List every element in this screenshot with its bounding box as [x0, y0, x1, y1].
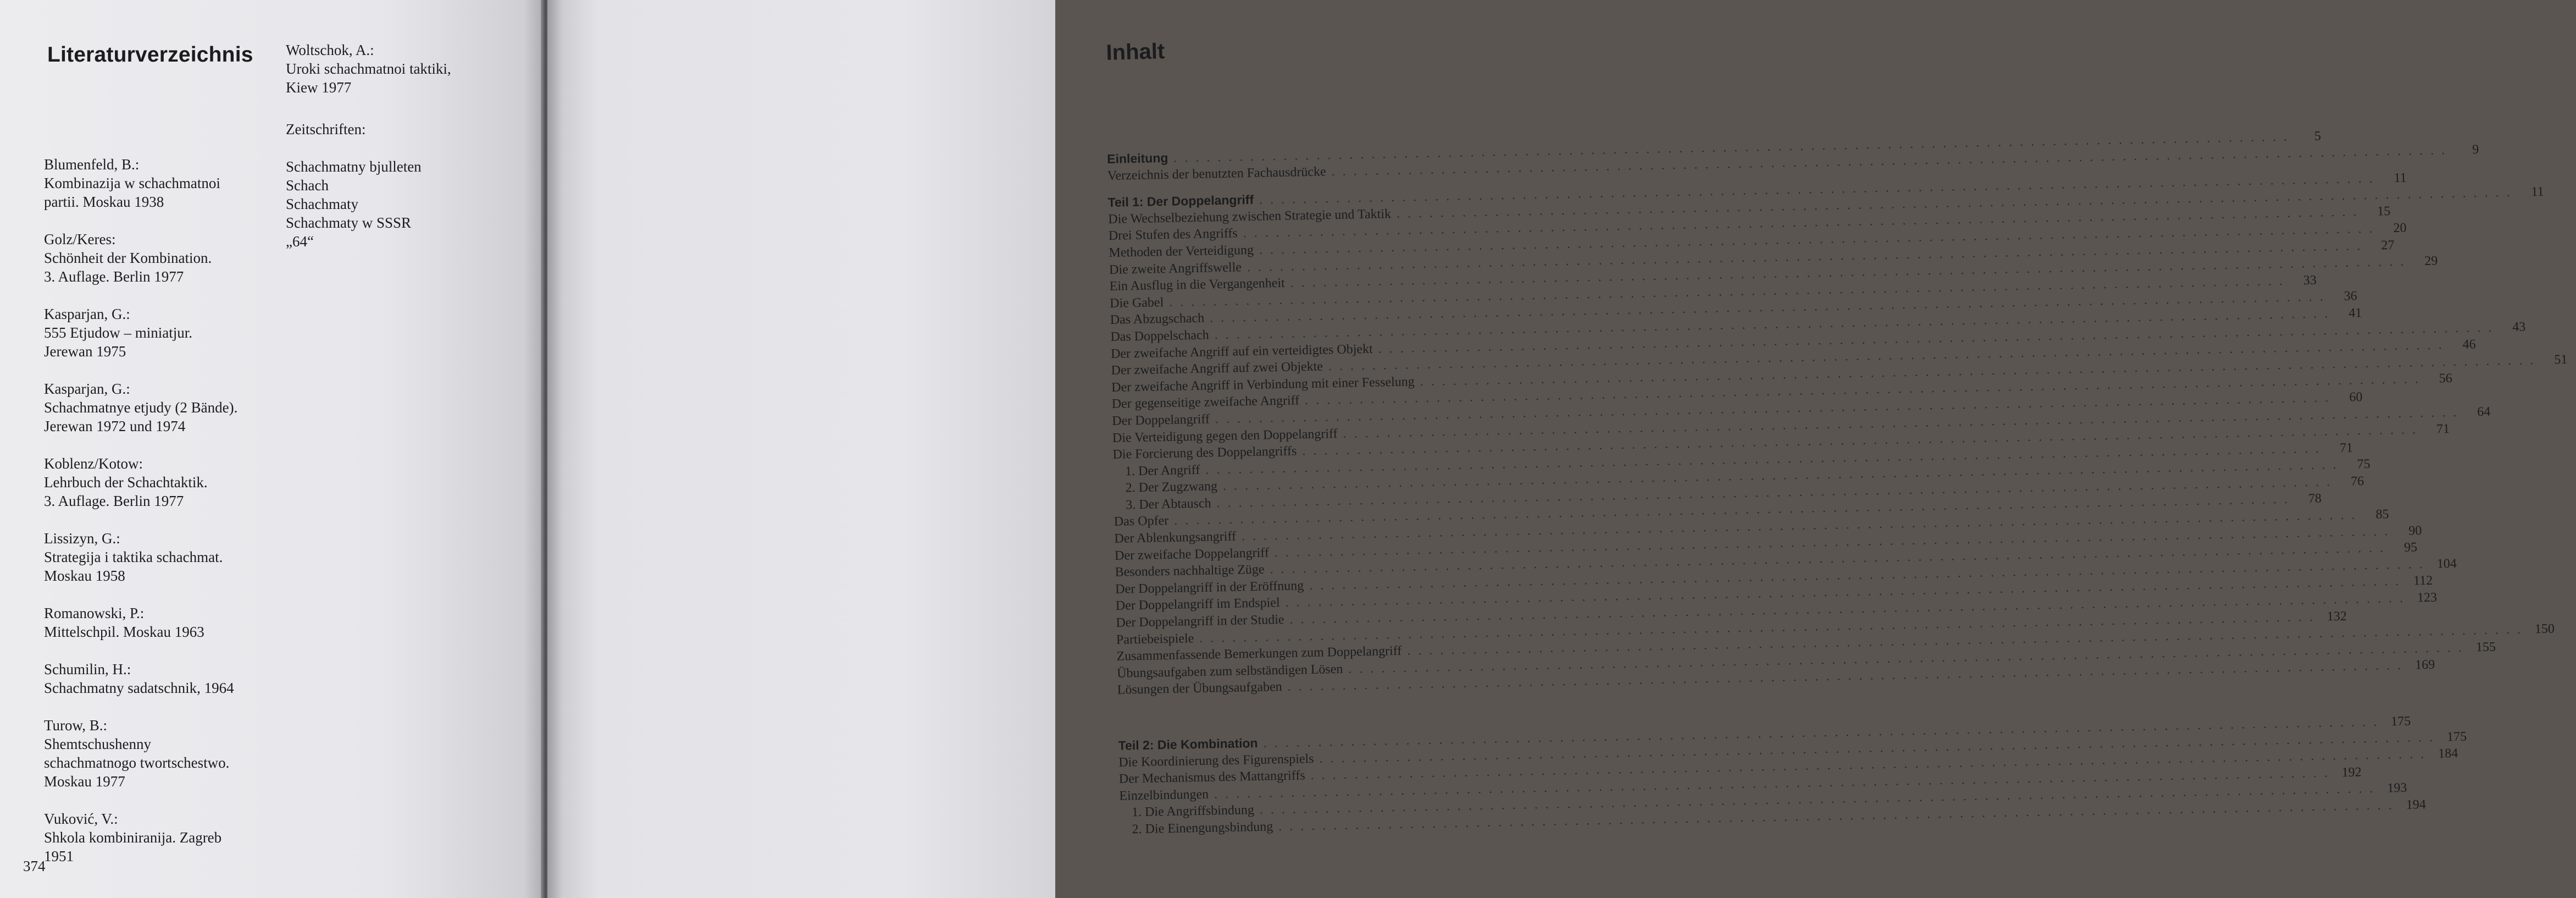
toc-page: 41	[2348, 306, 2362, 321]
entry-author: Kasparjan, G.:	[44, 306, 130, 322]
toc-label: Der zweifache Angriff auf zwei Objekte	[1111, 359, 1323, 378]
toc-page: 104	[2436, 556, 2457, 571]
toc-label: Übungsaufgaben zum selbständigen Lösen	[1116, 662, 1343, 681]
toc-page: 9	[2472, 142, 2479, 157]
entry-author: Vuković, V.:	[44, 811, 118, 827]
entry-line: partii. Moskau 1938	[44, 194, 164, 210]
entry-line: 555 Etjudow – miniatjur.	[44, 324, 192, 341]
entry-line: Kombinazija w schachmatnoi	[44, 175, 220, 191]
bibliography-entry	[286, 41, 528, 97]
toc-label: Einleitung	[1107, 150, 1168, 166]
toc-label: Der zweifache Angriff auf ein verteidigtes Objekt	[1110, 341, 1373, 361]
right-page	[547, 0, 2568, 898]
toc-label: Einzelbindungen	[1119, 787, 1209, 803]
toc-label: Die zweite Angriffswelle	[1109, 260, 1242, 277]
entry-line: Jerewan 1975	[44, 343, 126, 360]
bibliography-entry	[44, 379, 286, 436]
toc-label: Die Verteidigung gegen den Doppelangriff	[1112, 426, 1338, 445]
toc-page: 71	[2339, 440, 2353, 455]
entry-line: Shkola kombiniranija. Zagreb	[44, 829, 222, 846]
contents-heading: Inhalt	[1106, 39, 1165, 65]
toc-page: 85	[2375, 507, 2389, 522]
bibliography-entry	[44, 809, 286, 866]
toc-page: 184	[2438, 746, 2458, 761]
toc-page: 75	[2357, 457, 2370, 472]
bibliography-entry	[44, 454, 286, 510]
left-page	[0, 0, 545, 898]
toc-page: 5	[2314, 129, 2322, 144]
entry-line: Lehrbuch der Schachtaktik.	[44, 474, 208, 491]
toc-page: 155	[2475, 640, 2496, 655]
toc-label: Das Doppelschach	[1110, 328, 1209, 344]
entry-author: Golz/Keres:	[44, 231, 116, 247]
toc-page: 112	[2413, 574, 2433, 588]
toc-page: 60	[2349, 390, 2363, 405]
entry-line: Schönheit der Kombination.	[44, 250, 212, 266]
toc-page: 150	[2534, 621, 2555, 637]
bibliography-entry	[44, 660, 286, 697]
toc-label: Die Koordinierung des Figurenspiels	[1118, 751, 1314, 770]
entry-author: Romanowski, P.:	[44, 605, 145, 621]
toc-page: 169	[2415, 658, 2435, 673]
toc-label: Der Ablenkungsangriff	[1114, 529, 1237, 546]
entry-line: Moskau 1977	[44, 773, 125, 790]
entry-line: Jerewan 1972 und 1974	[44, 418, 186, 434]
entry-line: Moskau 1958	[44, 568, 125, 584]
toc-page: 132	[2326, 609, 2347, 624]
toc-label: Die Wechselbeziehung zwischen Strategie und Taktik	[1108, 206, 1392, 227]
toc-label: Teil 2: Die Kombination	[1118, 735, 1258, 753]
bibliography-entry	[44, 155, 286, 211]
bibliography-entry	[44, 716, 286, 791]
toc-label: Der zweifache Doppelangriff	[1114, 546, 1270, 563]
toc-label: Partiebeispiele	[1116, 631, 1194, 647]
toc-page: 193	[2387, 781, 2407, 796]
entry-author: Turow, B.:	[44, 717, 108, 734]
periodical-item: Schachmatny bjulleten	[286, 158, 422, 175]
entry-line: 1951	[44, 848, 74, 864]
periodicals-block	[286, 120, 528, 251]
toc-page: 64	[2477, 404, 2491, 419]
entry-author: Schumilin, H.:	[44, 661, 131, 677]
toc-label: Ein Ausflug in die Vergangenheit	[1109, 276, 1285, 294]
entry-line: Schachmatnye etjudy (2 Bände).	[44, 399, 238, 416]
bibliography-entry	[44, 230, 286, 286]
entry-author: Woltschok, A.:	[286, 42, 374, 58]
toc-label: Das Opfer	[1114, 514, 1169, 530]
periodical-item: Schachmaty	[286, 196, 358, 212]
entry-line: Strategija i taktika schachmat.	[44, 549, 223, 565]
bibliography-column-2	[286, 41, 528, 269]
toc-label: Die Gabel	[1110, 295, 1164, 311]
toc-page: 90	[2408, 523, 2422, 538]
entry-line: schachmatnogo twortschestwo.	[44, 754, 230, 771]
bibliography-entry	[44, 305, 286, 361]
toc-label: Methoden der Verteidigung	[1109, 243, 1254, 260]
entry-author: Koblenz/Kotow:	[44, 455, 143, 472]
toc-label: Der Doppelangriff	[1112, 412, 1210, 428]
toc-label: Der gegenseitige zweifache Angriff	[1111, 393, 1300, 412]
toc-page: 46	[2462, 337, 2476, 352]
toc-page: 11	[2531, 184, 2544, 200]
toc-page: 29	[2424, 254, 2438, 269]
toc-label: 3. Der Abtausch	[1126, 496, 1211, 513]
toc-label: Drei Stufen des Angriffs	[1108, 226, 1238, 244]
toc-label: Verzeichnis der benutzten Fachausdrücke	[1107, 164, 1326, 183]
periodical-item: Schachmaty w SSSR	[286, 214, 412, 231]
toc-label: 1. Der Angriff	[1124, 462, 1200, 479]
entry-author: Blumenfeld, B.:	[44, 156, 140, 173]
entry-line: Schachmatny sadatschnik, 1964	[44, 680, 234, 696]
toc-page: 27	[2381, 238, 2395, 253]
entry-author: Kasparjan, G.:	[44, 381, 130, 397]
periodical-item: Schach	[286, 177, 329, 194]
page-number: 374	[23, 858, 46, 874]
toc-label: Die Forcierung des Doppelangriffs	[1112, 444, 1297, 462]
toc-label: Der zweifache Angriff in Verbindung mit einer Fesselung	[1111, 374, 1415, 395]
toc-label: 1. Die Angriffsbindung	[1131, 803, 1255, 820]
toc-page: 175	[2390, 714, 2411, 729]
toc-label: Zusammenfassende Bemerkungen zum Doppelangriff	[1116, 644, 1402, 664]
toc-page: 56	[2439, 371, 2453, 386]
toc-page: 20	[2393, 221, 2407, 236]
periodical-item: „64“	[286, 233, 314, 250]
toc-page: 43	[2512, 319, 2526, 334]
entry-line: 3. Auflage. Berlin 1977	[44, 268, 184, 285]
toc-label: Der Mechanismus des Mattangriffs	[1118, 768, 1305, 786]
toc-label: Teil 1: Der Doppelangriff	[1107, 192, 1254, 210]
entry-line: 3. Auflage. Berlin 1977	[44, 493, 184, 509]
toc-page: 36	[2344, 289, 2357, 304]
toc-label: Der Doppelangriff in der Eröffnung	[1115, 579, 1304, 597]
toc-label: Besonders nachhaltige Züge	[1115, 562, 1265, 580]
toc-page: 51	[2554, 352, 2568, 367]
toc-page: 15	[2377, 204, 2391, 219]
entry-line: Shemtschushenny	[44, 736, 151, 752]
entry-line: Kiew 1977	[286, 79, 352, 96]
bibliography-column-1	[44, 155, 286, 884]
periodicals-heading: Zeitschriften:	[286, 121, 366, 137]
entry-line: Uroki schachmatnoi taktiki,	[286, 60, 451, 77]
bibliography-heading: Literaturverzeichnis	[47, 43, 253, 67]
entry-author: Lissizyn, G.:	[44, 530, 120, 547]
bibliography-entry	[44, 529, 286, 585]
toc-page: 71	[2436, 422, 2450, 437]
toc-label: 2. Der Zugzwang	[1125, 479, 1218, 495]
toc-label: Das Abzugschach	[1110, 311, 1205, 328]
toc-page: 194	[2406, 797, 2427, 812]
toc-page: 175	[2446, 729, 2467, 744]
toc-label: Der Doppelangriff im Endspiel	[1115, 596, 1280, 614]
toc-label: Der Doppelangriff in der Studie	[1116, 612, 1284, 630]
toc-label: Lösungen der Übungsaufgaben	[1117, 680, 1282, 698]
bibliography-entry	[44, 604, 286, 641]
toc-page: 78	[2308, 492, 2322, 506]
toc-label: 2. Die Einengungsbindung	[1132, 819, 1273, 837]
toc-page: 192	[2341, 765, 2362, 780]
table-of-contents	[1107, 129, 2568, 839]
toc-page: 76	[2350, 474, 2364, 489]
toc-page: 33	[2303, 273, 2317, 288]
toc-page: 11	[2394, 170, 2407, 186]
toc-page: 95	[2403, 540, 2418, 555]
entry-line: Mittelschpil. Moskau 1963	[44, 624, 204, 640]
toc-page: 123	[2417, 590, 2437, 605]
